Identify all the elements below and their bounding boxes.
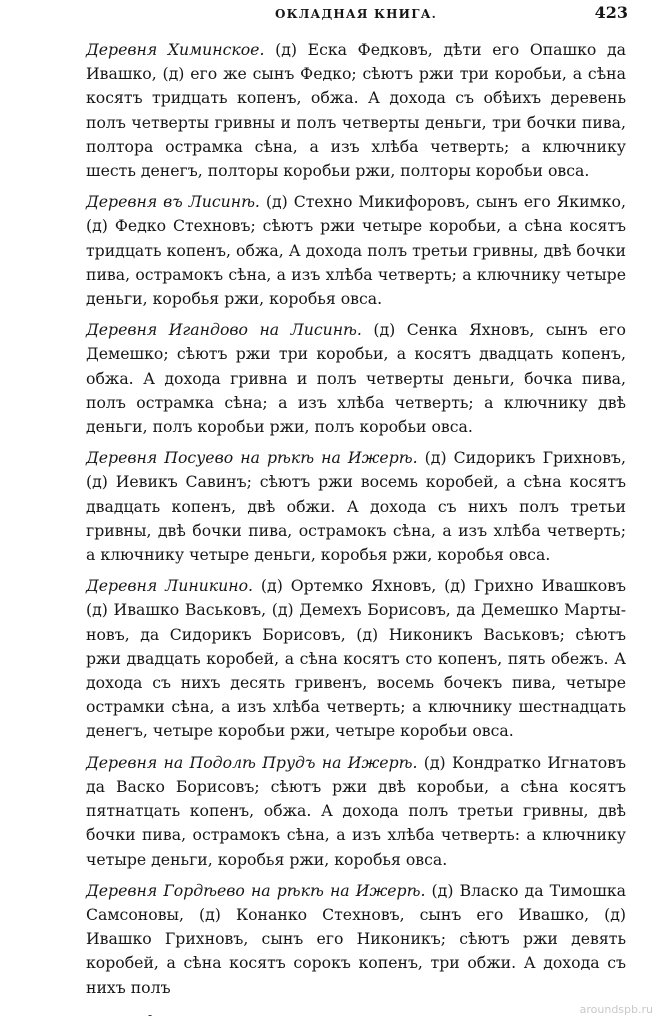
village-name: Деревня на Подолѣ Прудъ на Ижерѣ. xyxy=(86,752,418,772)
entry-text: (д) Стехно Микифоровъ, сынъ его Якимко, (д) Федко Стехновъ; сѣютъ ржи четыре коробьи, а сѣна косятъ тридцать копенъ, обжа, А дохода полъ третьи гривны, двѣ бочки пива, острамокъ сѣна, а изъ хлѣба четверть; а ключнику четыре деньги, коробья ржи, коробья овса. xyxy=(86,192,626,309)
entry-text: (д) Ортемко Яхновъ, (д) Грихно Ивашковъ (д) Ивашко Васьковъ, (д) Демехъ Борисовъ, да Демешко Марты-новъ, да Сидорикъ Борисовъ, (д) Никоникъ Васьковъ; сѣютъ ржи двадцать коробей, а сѣна косятъ сто копенъ, пять обежъ. А дохода съ нихъ десять гривенъ, восемь бочекъ пива, четыре острамки сѣна, а изъ хлѣба четверть; а ключнику шестнадцать денегъ, четыре коробьи ржи, четыре коробьи овса. xyxy=(86,576,626,741)
village-entry xyxy=(86,446,626,567)
village-name: Деревня Посуево на рѣкѣ на Ижерѣ. xyxy=(86,448,418,468)
village-name: Деревня Игандово на Лисинѣ. xyxy=(86,320,362,340)
village-entry xyxy=(86,574,626,743)
village-entry xyxy=(86,190,626,311)
running-title: ОКЛАДНАЯ КНИГА. xyxy=(274,7,438,21)
entry-text: (д) Сидорикъ Грихновъ, (д) Иевикъ Савинъ; сѣютъ ржи восемь коробей, а сѣна косятъ двадцать копенъ, двѣ обжи. А дохода съ нихъ полъ третьи гривны, двѣ бочки пива, острамокъ сѣна, а изъ хлѣба четверть; а ключнику четыре деньги, коробья ржи, коробья овса. xyxy=(86,448,626,565)
entry-text: (д) Еска Федковъ, дѣти его Опашко да Ивашко, (д) его же сынъ Федко; сѣютъ ржи три коробьи, а сѣна косятъ тридцать копенъ, обжа. А дохода съ обѣихъ деревень полъ четверты гривны и полъ четверты деньги, три бочки пива, полтора острамка сѣна, а изъ хлѣба четверть; а ключнику шесть денегъ, полторы коробьи ржи, полторы коробьи овса. xyxy=(86,40,626,181)
village-name: Деревня Химинское. xyxy=(86,40,265,59)
watermark: aroundspb.ru xyxy=(579,1003,653,1016)
village-name: Деревня въ Лисинѣ. xyxy=(86,192,260,212)
village-entry xyxy=(86,879,626,1000)
page-number: 423 xyxy=(594,3,628,22)
entry-text: (д) Власко да Тимошка Самсоновы, (д) Конанко Стехновъ, сынъ его Ивашко, (д) Ивашко Грихновъ, сынъ его Никоникъ; сѣютъ ржи девять коробей, а сѣна косятъ сорокъ копенъ, три обжи. А дохода съ нихъ полъ xyxy=(86,880,626,997)
entry-text: (д) Сенка Яхновъ, сынъ его Демешко; сѣютъ ржи три коробьи, а косятъ двадцать копенъ, обжа. А дохода гривна и полъ четверты деньги, бочка пива, полъ острамка сѣна; а изъ хлѣба четверть; а ключнику двѣ деньги, полъ коробьи ржи, полъ коробьи овса. xyxy=(86,320,626,437)
page-body xyxy=(86,38,626,1007)
village-entry xyxy=(86,751,626,872)
village-entry xyxy=(86,38,626,183)
village-name: Деревня Гордѣево на рѣкѣ на Ижерѣ. xyxy=(86,880,426,900)
village-name: Деревня Линикино. xyxy=(86,576,253,596)
village-entry xyxy=(86,318,626,439)
entry-text: (д) Кондратко Игнатовъ да Васко Борисовъ; сѣютъ ржи двѣ коробьи, а сѣна косятъ пятнатцать копенъ, обжа. А дохода полъ третьи гривны, двѣ бочки пива, острамокъ сѣна, а изъ хлѣба четверть: а ключнику четыре деньги, коробья ржи, коробья овса. xyxy=(86,752,626,869)
running-header xyxy=(86,4,626,28)
margin-mark: - xyxy=(148,1008,153,1022)
